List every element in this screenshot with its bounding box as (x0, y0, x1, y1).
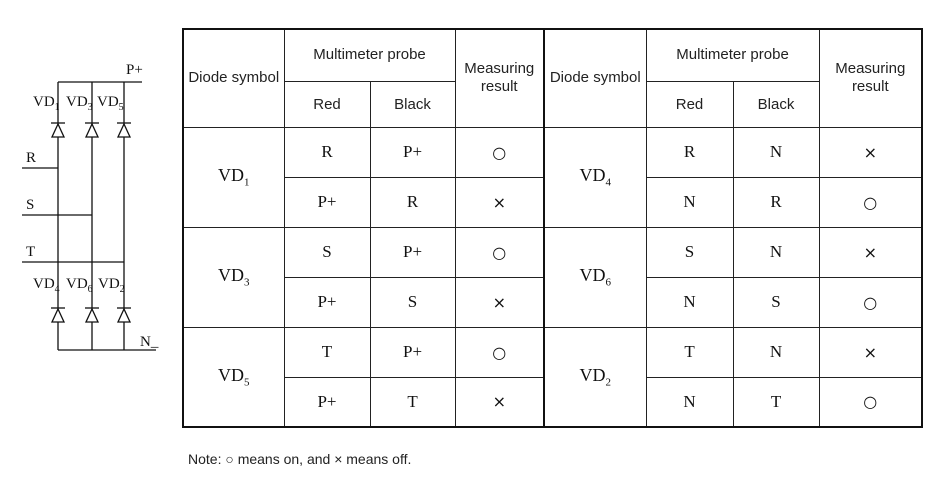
header-red-right: Red (646, 81, 733, 127)
black-probe-cell: N (733, 127, 819, 177)
black-probe-cell: N (733, 327, 819, 377)
measurement-table (182, 28, 923, 428)
diode-vd1-icon (51, 123, 65, 137)
red-probe-cell: N (646, 177, 733, 227)
measurement-table-container (182, 28, 921, 428)
result-cell: ○ (819, 177, 922, 227)
diode-symbol-cell: $VD_3$ (183, 227, 284, 327)
vd2-label: $VD_2$ (98, 276, 125, 295)
red-probe-cell: N (646, 377, 733, 427)
header-measuring-result-right: Measuring result (819, 29, 922, 127)
black-probe-cell: P+ (370, 227, 455, 277)
diode-symbol-cell: $VD_1$ (183, 127, 284, 227)
diode-vd3-icon (85, 123, 99, 137)
diode-symbol-cell: $VD_4$ (544, 127, 646, 227)
header-multimeter-probe-left: Multimeter probe (284, 29, 455, 81)
phase-t-label: T (26, 244, 36, 260)
red-probe-cell: R (284, 127, 370, 177)
black-probe-cell: S (733, 277, 819, 327)
red-probe-cell: N (646, 277, 733, 327)
black-probe-cell: R (733, 177, 819, 227)
result-cell: ○ (819, 277, 922, 327)
black-probe-cell: R (370, 177, 455, 227)
bridge-rectifier-diagram (0, 0, 175, 379)
header-diode-symbol-right: Diode symbol (544, 29, 646, 127)
phase-s-label: S (26, 197, 35, 213)
red-probe-cell: S (284, 227, 370, 277)
black-probe-cell: P+ (370, 127, 455, 177)
black-probe-cell: P+ (370, 327, 455, 377)
red-probe-cell: S (646, 227, 733, 277)
vd3-label: $VD_3$ (66, 94, 93, 113)
result-cell: × (455, 177, 544, 227)
vd5-label: $VD_5$ (97, 94, 124, 113)
black-probe-cell: T (370, 377, 455, 427)
header-multimeter-probe-right: Multimeter probe (646, 29, 819, 81)
red-probe-cell: R (646, 127, 733, 177)
header-measuring-result-left: Measuring result (455, 29, 544, 127)
result-cell: ○ (455, 327, 544, 377)
black-probe-cell: T (733, 377, 819, 427)
result-cell: × (455, 277, 544, 327)
table-row (183, 327, 922, 377)
red-probe-cell: P+ (284, 377, 370, 427)
p-plus-label: P+ (126, 62, 143, 78)
diode-vd2-icon (117, 308, 131, 322)
header-diode-symbol-left: Diode symbol (183, 29, 284, 127)
diode-vd5-icon (117, 123, 131, 137)
legend-note: Note: ○ means on, and × means off. (188, 451, 412, 467)
result-cell: × (819, 327, 922, 377)
red-probe-cell: T (284, 327, 370, 377)
n-minus-label: N_ (140, 334, 159, 350)
red-probe-cell: P+ (284, 277, 370, 327)
diode-symbol-cell: $VD_2$ (544, 327, 646, 427)
header-black-left: Black (370, 81, 455, 127)
table-row (183, 127, 922, 177)
result-cell: × (455, 377, 544, 427)
vd1-label: $VD_1$ (33, 94, 60, 113)
table-row (183, 227, 922, 277)
black-probe-cell: N (733, 227, 819, 277)
vd4-label: $VD_4$ (33, 276, 60, 295)
phase-r-label: R (26, 150, 37, 166)
diode-vd6-icon (85, 308, 99, 322)
diode-symbol-cell: $VD_5$ (183, 327, 284, 427)
diode-vd4-icon (51, 308, 65, 322)
header-black-right: Black (733, 81, 819, 127)
result-cell: ○ (455, 227, 544, 277)
result-cell: × (819, 127, 922, 177)
black-probe-cell: S (370, 277, 455, 327)
header-red-left: Red (284, 81, 370, 127)
result-cell: × (819, 227, 922, 277)
result-cell: ○ (819, 377, 922, 427)
result-cell: ○ (455, 127, 544, 177)
red-probe-cell: T (646, 327, 733, 377)
red-probe-cell: P+ (284, 177, 370, 227)
vd6-label: $VD_6$ (66, 276, 93, 295)
diode-symbol-cell: $VD_6$ (544, 227, 646, 327)
